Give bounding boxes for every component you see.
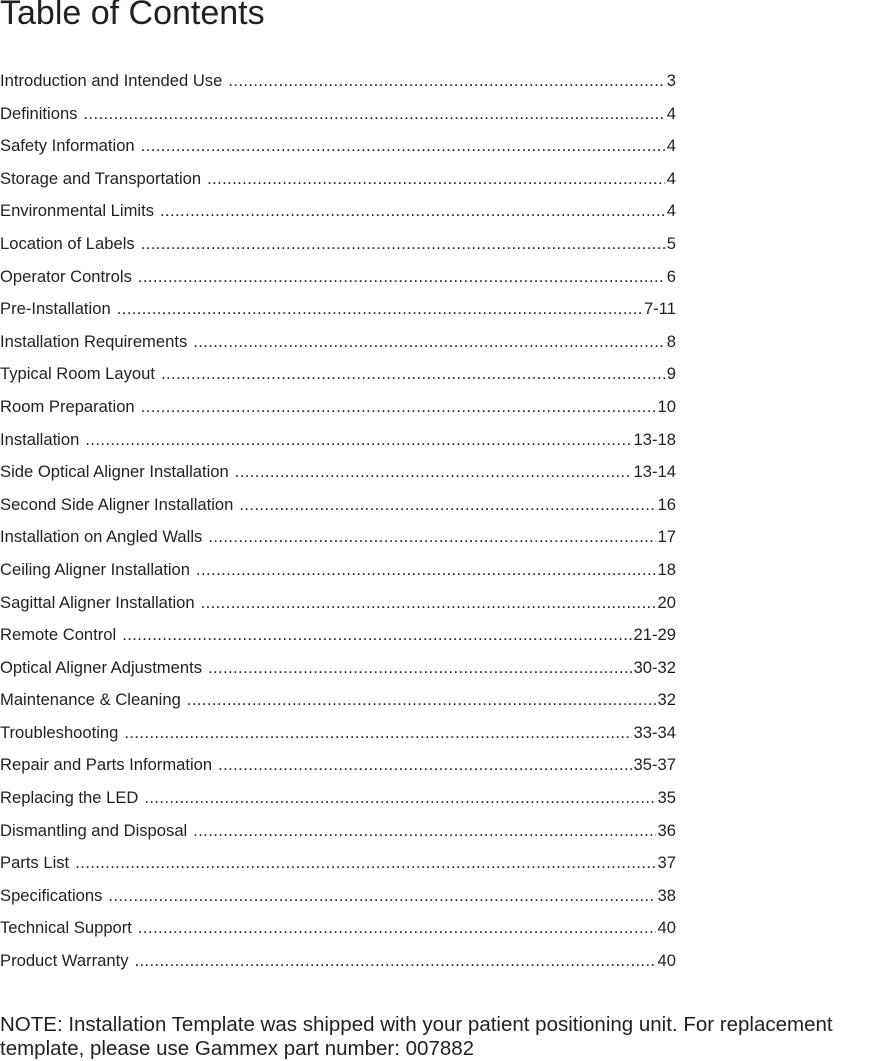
- toc-entry-page: 5: [666, 233, 676, 253]
- toc-entry-label: Installation on Angled Walls: [0, 527, 203, 547]
- toc-entry-page: 18: [657, 559, 676, 579]
- toc-entry[interactable]: [0, 850, 676, 883]
- toc-entry-page: 4: [666, 201, 676, 221]
- toc-entry-label: Environmental Limits: [0, 201, 155, 221]
- toc-entry-page: 13-14: [633, 462, 676, 482]
- toc-dot-leader: [201, 590, 656, 616]
- toc-entry-page: 35: [657, 788, 676, 808]
- toc-entry-label: Ceiling Aligner Installation: [0, 559, 191, 579]
- toc-dot-leader: [135, 948, 656, 974]
- toc-entry-label: Pre-Installation: [0, 299, 111, 319]
- toc-entry-page: 33-34: [633, 722, 676, 742]
- toc-entry-label: Safety Information: [0, 136, 135, 156]
- toc-entry-page: 40: [657, 918, 676, 938]
- toc-entry[interactable]: [0, 329, 676, 362]
- toc-entry[interactable]: [0, 394, 676, 427]
- toc-entry-label: Room Preparation: [0, 396, 135, 416]
- toc-entry[interactable]: [0, 948, 676, 981]
- toc-entry[interactable]: [0, 296, 676, 329]
- toc-entry-label: Specifications: [0, 885, 103, 905]
- toc-entry-label: Repair and Parts Information: [0, 755, 213, 775]
- toc-entry-page: 35-37: [633, 755, 676, 775]
- toc-entry-label: Product Warranty: [0, 951, 129, 971]
- toc-entry-label: Installation: [0, 429, 80, 449]
- toc-entry[interactable]: [0, 133, 676, 166]
- toc-entry[interactable]: [0, 231, 676, 264]
- note-line-2: template, please use Gammex part number: 007882: [0, 1037, 475, 1060]
- toc-entry[interactable]: [0, 557, 676, 590]
- toc-dot-leader: [218, 752, 631, 778]
- toc-entry-label: Technical Support: [0, 918, 132, 938]
- toc-entry-page: 32: [657, 690, 676, 710]
- toc-entry-label: Remote Control: [0, 625, 117, 645]
- toc-entry[interactable]: [0, 687, 676, 720]
- toc-entry-page: 30-32: [633, 657, 676, 677]
- toc-entry-label: Sagittal Aligner Installation: [0, 592, 195, 612]
- toc-entry-page: 9: [666, 364, 676, 384]
- toc-entry[interactable]: [0, 524, 676, 557]
- toc-dot-leader: [124, 720, 631, 746]
- toc-entry-label: Storage and Transportation: [0, 168, 202, 188]
- toc-dot-leader: [196, 557, 656, 583]
- toc-entry-label: Parts List: [0, 853, 70, 873]
- toc-dot-leader: [75, 850, 655, 876]
- toc-entry[interactable]: [0, 720, 676, 753]
- toc-entry-page: 4: [666, 136, 676, 156]
- toc-entry-label: Optical Aligner Adjustments: [0, 657, 202, 677]
- installation-template-note: [0, 1013, 889, 1061]
- toc-entry[interactable]: [0, 101, 676, 134]
- toc-dot-leader: [160, 198, 665, 224]
- toc-dot-leader: [187, 687, 656, 713]
- toc-entry-page: 7-11: [644, 299, 676, 319]
- toc-entry-page: 38: [657, 885, 676, 905]
- toc-entry[interactable]: [0, 361, 676, 394]
- toc-entry[interactable]: [0, 785, 676, 818]
- toc-entry-page: 6: [666, 266, 676, 286]
- toc-entry-label: Second Side Aligner Installation: [0, 494, 234, 514]
- toc-entry-page: 10: [657, 396, 676, 416]
- toc-dot-leader: [193, 818, 655, 844]
- toc-entry[interactable]: [0, 752, 676, 785]
- toc-entry-page: 36: [657, 820, 676, 840]
- toc-entry[interactable]: [0, 68, 676, 101]
- toc-dot-leader: [108, 883, 655, 909]
- toc-dot-leader: [193, 329, 665, 355]
- toc-entry-page: 40: [657, 951, 676, 971]
- toc-dot-leader: [144, 785, 655, 811]
- toc-entry-page: 13-18: [633, 429, 676, 449]
- toc-entry-label: Definitions: [0, 103, 78, 123]
- toc-entry[interactable]: [0, 492, 676, 525]
- toc-dot-leader: [161, 361, 665, 387]
- toc-entry[interactable]: [0, 166, 676, 199]
- toc-dot-leader: [141, 231, 665, 257]
- toc-dot-leader: [228, 68, 664, 94]
- toc-dot-leader: [207, 166, 665, 192]
- toc-entry-label: Troubleshooting: [0, 722, 119, 742]
- toc-entry-page: 17: [657, 527, 676, 547]
- toc-dot-leader: [235, 459, 632, 485]
- toc-entry[interactable]: [0, 655, 676, 688]
- toc-entry-label: Location of Labels: [0, 233, 135, 253]
- toc-dot-leader: [138, 915, 656, 941]
- toc-dot-leader: [83, 101, 664, 127]
- toc-entry[interactable]: [0, 590, 676, 623]
- toc-entry-label: Introduction and Intended Use: [0, 71, 223, 90]
- toc-entry-label: Side Optical Aligner Installation: [0, 462, 229, 482]
- toc-entry[interactable]: [0, 427, 676, 460]
- toc-entry[interactable]: [0, 459, 676, 492]
- toc-dot-leader: [208, 655, 632, 681]
- toc-entry-page: 4: [666, 103, 676, 123]
- toc-dot-leader: [141, 133, 665, 159]
- note-line-1: NOTE: Installation Template was shipped with your patient positioning unit. For replacement: [0, 1013, 833, 1036]
- toc-entry-page: 20: [657, 592, 676, 612]
- toc-entry-page: 4: [666, 168, 676, 188]
- toc-dot-leader: [122, 622, 631, 648]
- toc-entry[interactable]: [0, 915, 676, 948]
- toc-dot-leader: [239, 492, 655, 518]
- toc-dot-leader: [85, 427, 631, 453]
- toc-entry-label: Installation Requirements: [0, 331, 188, 351]
- toc-dot-leader: [117, 296, 642, 322]
- toc-entry[interactable]: [0, 818, 676, 851]
- toc-entry-page: 16: [657, 494, 676, 514]
- toc-dot-leader: [208, 524, 655, 550]
- toc-entry[interactable]: [0, 198, 676, 231]
- toc-entry-label: Operator Controls: [0, 266, 132, 286]
- table-of-contents: [0, 68, 676, 981]
- toc-entry-page: 8: [666, 331, 676, 351]
- page-title: Table of Contents: [0, 0, 265, 32]
- toc-dot-leader: [138, 264, 665, 290]
- toc-entry-page: 21-29: [633, 625, 676, 645]
- toc-entry-page: 3: [666, 71, 676, 90]
- toc-entry[interactable]: [0, 264, 676, 297]
- toc-entry-label: Typical Room Layout: [0, 364, 155, 384]
- toc-entry[interactable]: [0, 622, 676, 655]
- toc-entry-page: 37: [657, 853, 676, 873]
- toc-entry-label: Replacing the LED: [0, 788, 139, 808]
- toc-dot-leader: [141, 394, 656, 420]
- toc-entry[interactable]: [0, 883, 676, 916]
- toc-entry-label: Maintenance & Cleaning: [0, 690, 181, 710]
- toc-entry-label: Dismantling and Disposal: [0, 820, 188, 840]
